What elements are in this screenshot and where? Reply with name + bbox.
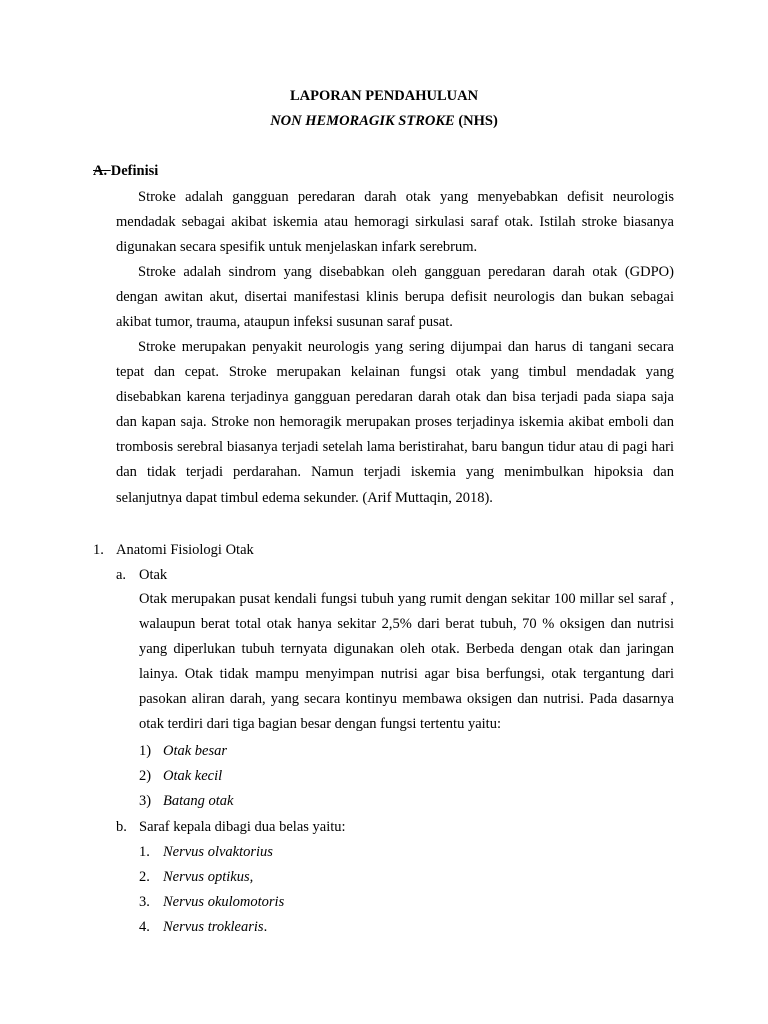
subtitle-italic: NON HEMORAGIK STROKE [270,113,455,129]
subtitle-abbrev: (NHS) [454,113,498,129]
nerve-label: Nervus okulomotoris [163,894,285,910]
part-label: Batang otak [163,793,234,809]
part-marker: 2) [139,768,152,784]
section-a-marker: A. [93,163,111,179]
nerve-label: Nervus optikus, [163,869,254,885]
part-label: Otak kecil [163,768,223,784]
section-a-title: Definisi [110,163,159,179]
sub-item-label: Saraf kepala dibagi dua belas yaitu: [139,819,346,835]
definition-paragraph-2: Stroke adalah sindrom yang disebabkan oleh gangguan peredaran darah otak (GDPO) dengan awitan akut, disertai manifestasi klinis berupa defisit neurologis dan bukan sebagai akibat tumor, trauma, ataupun infeksi susunan saraf pusat. [116,264,674,331]
nerve-marker: 2. [139,869,150,885]
document-title: LAPORAN PENDAHULUAN [289,88,479,104]
section-a-heading [93,162,158,180]
sub-item-label: Otak [139,567,168,583]
nerve-marker: 3. [139,894,150,910]
list-item-label: Anatomi Fisiologi Otak [116,542,254,558]
part-marker: 3) [139,793,152,809]
definition-paragraph-1: Stroke adalah gangguan peredaran darah otak yang menyebabkan defisit neurologis mendadak sebagai akibat iskemia atau hemoragi sirkulasi saraf otak. Istilah stroke biasanya digunakan secara spesifik untuk menjelaskan infark serebrum. [116,189,674,256]
list-marker: 1. [93,542,104,558]
nerve-label: Nervus troklearis [163,919,264,935]
nerve-suffix: . [263,919,268,935]
nerve-marker: 1. [139,844,150,860]
nerve-label: Nervus olvaktorius [163,844,273,860]
definition-paragraph-3: Stroke merupakan penyakit neurologis yang sering dijumpai dan harus di tangani secara tepat dan cepat. Stroke merupakan kelainan fungsi otak yang timbul mendadak yang disebabkan karena terjadinya gangguan peredaran darah otak dan bisa terjadi pada siapa saja dan kapan saja. Stroke non hemoragik merupakan proses terjadinya iskemia akibat emboli dan trombosis serebral biasanya terjadi setelah lama beristirahat, baru bangun tidur atau di pagi hari dan tidak terjadi perdarahan. Namun terjadi iskemia yang menimbulkan hipoksia dan selanjutnya dapat timbul edema sekunder. (Arif Muttaqin, 2018). [116,339,674,506]
part-label: Otak besar [163,743,228,759]
otak-paragraph: Otak merupakan pusat kendali fungsi tubuh yang rumit dengan sekitar 100 millar sel saraf , walaupun berat total otak hanya sekitar 2,5% dari berat tubuh, 70 % oksigen dan nutrisi yang diperlukan tubuh ternyata digunakan oleh otak. Berbeda dengan otak dan jaringan lainya. Otak tidak mampu menyimpan nutrisi agar bisa berfungsi, otak tergantung dari pasokan aliran darah, yang secara kontinyu membawa oksigen dan nutrisi. Pada dasarnya otak terdiri dari tiga bagian besar dengan fungsi tertentu yaitu: [139,591,674,733]
document-subtitle [0,112,768,130]
nerve-marker: 4. [139,919,150,935]
sub-marker: b. [116,819,127,835]
part-marker: 1) [139,743,152,759]
sub-marker: a. [116,567,127,583]
